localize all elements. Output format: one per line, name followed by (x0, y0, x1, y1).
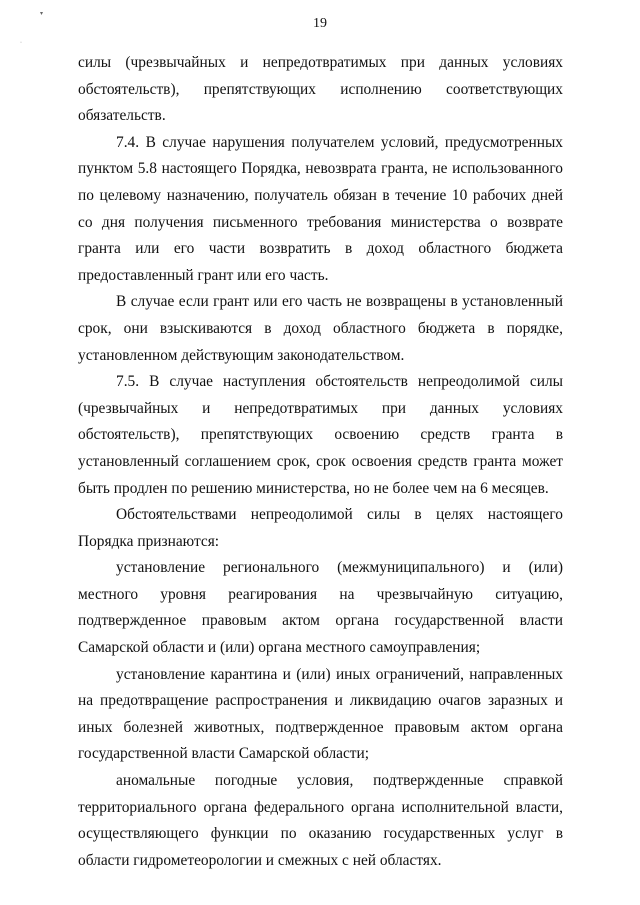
list-item-weather: аномальные погодные условия, подтвержденные справкой территориального органа федерального органа исполнительной власти, осуществляющего функции по оказанию государственных услуг в области гидрометеорологии и смежных с ней областях. (78, 772, 563, 869)
paragraph-grant-recovery: В случае если грант или его часть не возвращены в установленный срок, они взыскиваются в доход областного бюджета в порядке, установленном действующим законодательством. (78, 293, 563, 364)
list-item-emergency: установление регионального (межмуниципального) и (или) местного уровня реагирования на чрезвычайную ситуацию, подтвержденное правовым актом органа государственной власти Самарской области и (или) органа местного самоуправления; (78, 559, 563, 657)
paragraph-continuation: силы (чрезвычайных и непредотвратимых при данных условиях обстоятельств), препятствующих исполнению соответствующих обязательств. (78, 54, 563, 125)
scan-speck: · (20, 40, 22, 46)
paragraph-7-5: 7.5. В случае наступления обстоятельств непреодолимой силы (чрезвычайных и непредотвратимых при данных условиях обстоятельств), препятствующих освоению средств гранта в установленный соглашением срок, срок освоения средств гранта может быть продлен по решению министерства, но не более чем на 6 месяцев. (78, 373, 563, 497)
document-body (78, 50, 563, 874)
page-number: 19 (313, 16, 327, 31)
paragraph-force-majeure-intro: Обстоятельствами непреодолимой силы в целях настоящего Порядка признаются: (78, 506, 563, 550)
scan-speck: ▾ (40, 11, 44, 17)
paragraph-7-4: 7.4. В случае нарушения получателем условий, предусмотренных пунктом 5.8 настоящего Порядка, невозврата гранта, не использованного по целевому назначению, получатель обязан в течение 10 рабочих дней со дня получения письменного требования министерства о возврате гранта или его части возвратить в доход областного бюджета предоставленный грант или его часть. (78, 133, 563, 284)
list-item-quarantine: установление карантина и (или) иных ограничений, направленных на предотвращение распространения и ликвидацию очагов заразных и иных болезней животных, подтвержденное правовым актом органа государственной власти Самарской области; (78, 665, 563, 763)
